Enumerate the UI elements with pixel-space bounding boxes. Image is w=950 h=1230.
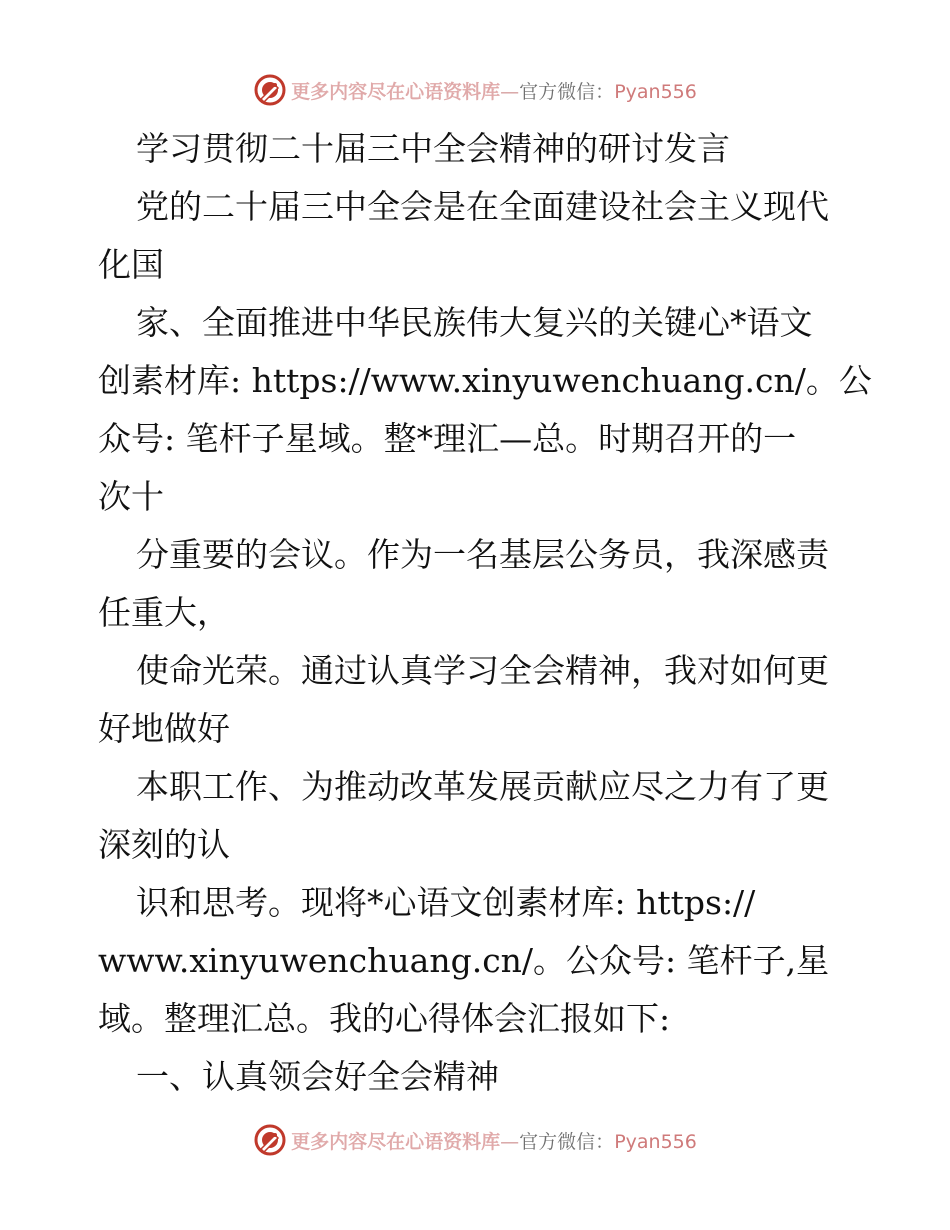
pen-nib-circle-icon bbox=[253, 73, 287, 107]
watermark-banner-bottom bbox=[0, 1120, 950, 1160]
paragraph-line: 识和思考。现将*心语文创素材库: https:// bbox=[136, 883, 756, 922]
watermark-dash: — bbox=[500, 80, 520, 103]
paragraph-line: 家、全面推进中华民族伟大复兴的关键心*语文 bbox=[136, 303, 813, 342]
watermark-banner-top bbox=[0, 70, 950, 110]
document-title: 学习贯彻二十届三中全会精神的研讨发言 bbox=[136, 129, 730, 168]
watermark-id: Pyan556 bbox=[614, 1130, 697, 1153]
paragraph-line: 分重要的会议。作为一名基层公务员，我深感责 bbox=[136, 535, 829, 574]
paragraph-line: 使命光荣。通过认真学习全会精神，我对如何更 bbox=[136, 651, 829, 690]
paragraph-line: 任重大， bbox=[98, 593, 230, 632]
paragraph-line: 好地做好 bbox=[98, 709, 230, 748]
watermark-dash: — bbox=[500, 1130, 520, 1153]
watermark-label: 官方微信： bbox=[519, 1130, 615, 1153]
paragraph-line: 众号: 笔杆子星域。整*理汇—总。时期召开的一 bbox=[98, 419, 797, 458]
paragraph-line: 党的二十届三中全会是在全面建设社会主义现代 bbox=[136, 187, 829, 226]
watermark-id: Pyan556 bbox=[614, 80, 697, 103]
paragraph-line: 化国 bbox=[98, 245, 164, 284]
watermark-site-text: 更多内容尽在心语资料库 bbox=[291, 1130, 501, 1153]
watermark-site-text: 更多内容尽在心语资料库 bbox=[291, 80, 501, 103]
paragraph-line: 本职工作、为推动改革发展贡献应尽之力有了更 bbox=[136, 767, 829, 806]
paragraph-line: 次十 bbox=[98, 477, 164, 516]
paragraph-line: www.xinyuwenchuang.cn/。公众号: 笔杆子,星 bbox=[98, 941, 830, 980]
paragraph-line: 一、认真领会好全会精神 bbox=[136, 1057, 499, 1096]
paragraph-line: 创素材库: https://www.xinyuwenchuang.cn/。公 bbox=[98, 361, 872, 400]
pen-nib-circle-icon bbox=[253, 1123, 287, 1157]
paragraph-line: 域。整理汇总。我的心得体会汇报如下: bbox=[98, 999, 671, 1038]
watermark-label: 官方微信： bbox=[519, 80, 615, 103]
paragraph-line: 深刻的认 bbox=[98, 825, 230, 864]
document-body bbox=[98, 120, 872, 1106]
